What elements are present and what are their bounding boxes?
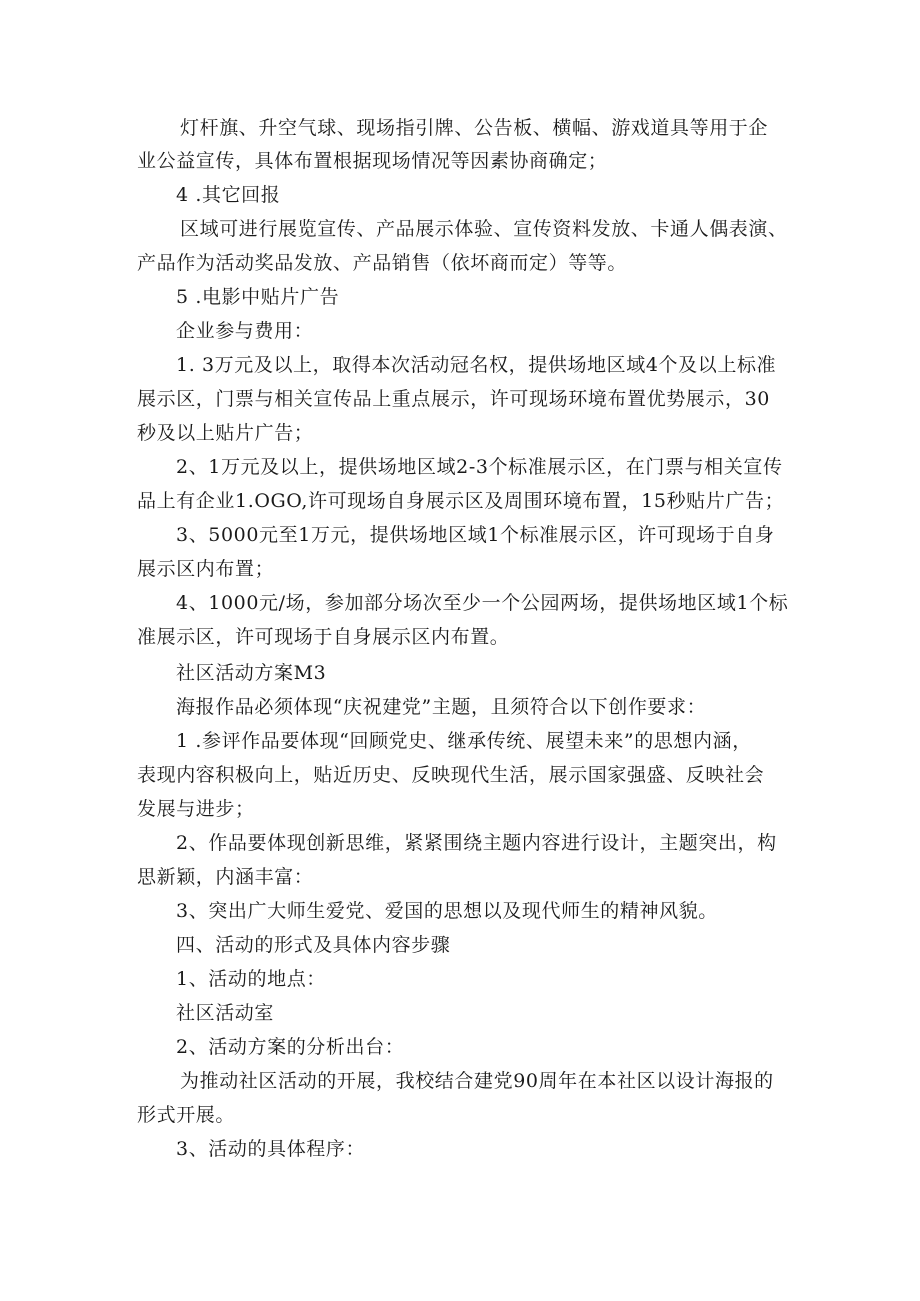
text-line: 秒及以上贴片广告； [137, 422, 314, 444]
text-line: 业公益宣传，具体布置根据现场情况等因素协商确定； [137, 150, 608, 172]
text-line: 展示区内布置； [137, 558, 275, 580]
text-line: 5 .电影中贴片广告 [176, 286, 340, 308]
text-line: 4、1000元/场，参加部分场次至少一个公园两场，提供场地区域1个标 [176, 592, 789, 614]
text-line: 1. 3万元及以上，取得本次活动冠名权，提供场地区域4个及以上标准 [176, 354, 777, 376]
text-line: 1 .参评作品要体现“回顾党史、继承传统、展望未来”的思想内涵， [176, 730, 752, 752]
text-line: 产品作为活动奖品发放、产品销售（依坏商而定）等等。 [137, 252, 628, 274]
text-line: 思新颖，内涵丰富： [137, 866, 314, 888]
text-line: 灯杆旗、升空气球、现场指引牌、公告板、横幅、游戏道具等用于企 [180, 117, 769, 139]
text-line: 海报作品必须体现“庆祝建党”主题，且须符合以下创作要求： [176, 696, 707, 718]
text-line: 发展与进步； [137, 798, 255, 820]
text-line: 2、活动方案的分析出台： [176, 1036, 405, 1058]
section-heading: 四、活动的形式及具体内容步骤 [176, 934, 451, 956]
text-line: 区域可进行展览宣传、产品展示体验、宣传资料发放、卡通人偶表演、 [180, 218, 788, 240]
section-heading: 社区活动方案M3 [176, 662, 327, 684]
text-line: 表现内容积极向上，贴近历史、反映现代生活，展示国家强盛、反映社会 [137, 764, 765, 786]
text-line: 2、1万元及以上，提供场地区域2-3个标准展示区，在门票与相关宣传 [176, 456, 783, 478]
text-line: 企业参与费用： [176, 320, 314, 342]
text-line: 准展示区，许可现场于自身展示区内布置。 [137, 626, 510, 648]
text-line: 3、活动的具体程序： [176, 1138, 366, 1160]
text-line: 社区活动室 [176, 1002, 275, 1024]
text-line: 4 .其它回报 [176, 184, 281, 206]
text-line: 展示区，门票与相关宣传品上重点展示，许可现场环境布置优势展示，30 [137, 388, 770, 410]
text-line: 形式开展。 [137, 1104, 236, 1126]
text-line: 3、5000元至1万元，提供场地区域1个标准展示区，许可现场于自身 [176, 524, 775, 546]
text-line: 品上有企业1.OGO,许可现场自身展示区及周围环境布置，15秒贴片广告； [137, 490, 785, 512]
text-line: 2、作品要体现创新思维，紧紧围绕主题内容进行设计，主题突出，构 [176, 832, 777, 854]
text-line: 3、突出广大师生爱党、爱国的思想以及现代师生的精神风貌。 [176, 900, 718, 922]
text-line: 为推动社区活动的开展，我校结合建党90周年在本社区以设计海报的 [180, 1070, 774, 1092]
text-line: 1、活动的地点： [176, 968, 326, 990]
